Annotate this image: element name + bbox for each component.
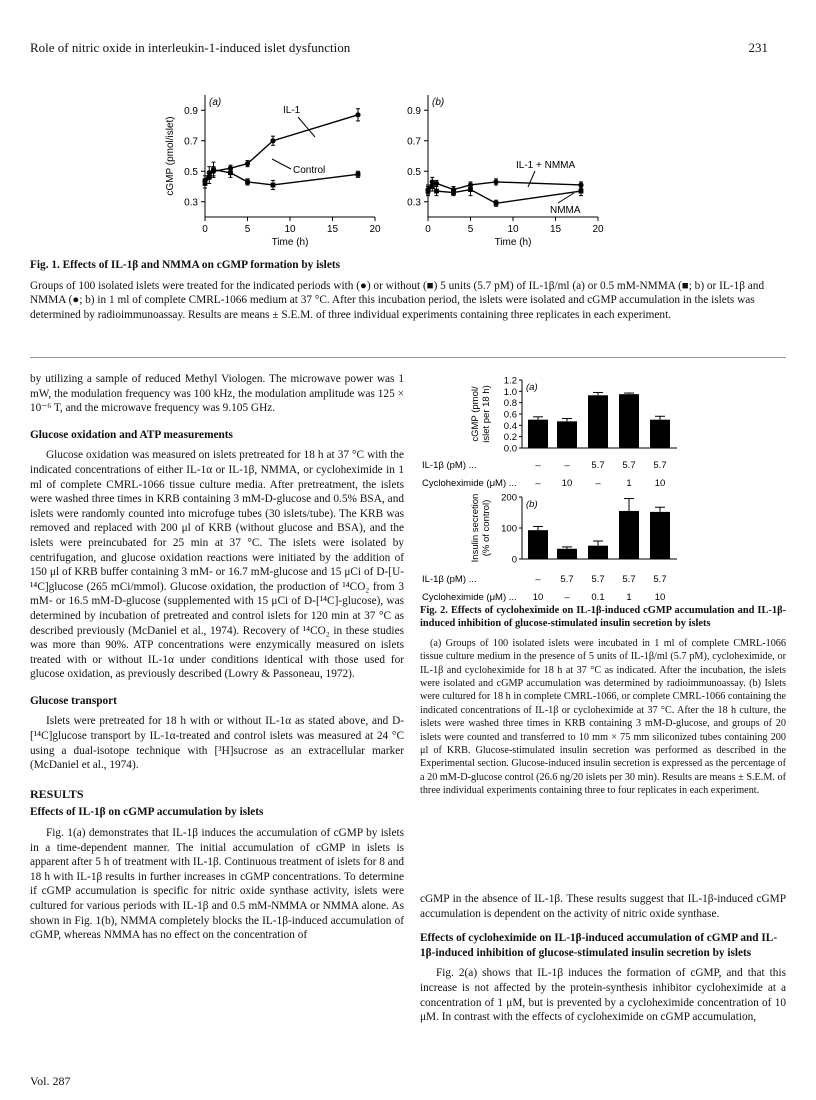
- cycloheximide-condition-value: 10: [561, 478, 573, 489]
- x-tick-label: 20: [369, 224, 381, 235]
- figure-1: [150, 85, 610, 255]
- data-point: [434, 181, 439, 186]
- y-tick-label: 200: [501, 492, 517, 504]
- x-tick-label: 5: [467, 224, 474, 235]
- section-heading: Effects of cycloheximide on IL-1β-induced accumulation of cGMP and IL-1β-induced inhibition of glucose-stimulated insulin secretion by islets: [420, 932, 778, 959]
- x-tick-label: 0: [425, 224, 431, 235]
- y-tick-label: 0.9: [407, 105, 421, 117]
- y-tick-label: 0.7: [407, 136, 421, 148]
- x-axis-label: Time (h): [271, 237, 309, 248]
- cycloheximide-condition-value: 1: [626, 478, 632, 489]
- panel-label: (a): [526, 382, 538, 393]
- y-tick-label: 0.6: [503, 409, 517, 421]
- y-tick-label: 0.5: [407, 166, 421, 178]
- series-line: [428, 182, 581, 190]
- paragraph: Fig. 2(a) shows that IL-1β induces the formation of cGMP, and that this increase is not affected by the protein-synthesis inhibitor cycloheximide at a concentration of 1 μM, but is prevented by a cycloheximide concentration of 10 μM. In contrast with the effects of cycloheximide on cGMP accumulation,: [420, 967, 786, 1024]
- cycloheximide-condition-label: Cycloheximide (μM) ...: [422, 478, 517, 489]
- cycloheximide-condition-label: Cycloheximide (μM) ...: [422, 592, 517, 603]
- series-annotation: Control: [293, 165, 326, 176]
- data-point: [451, 190, 456, 195]
- y-axis-label: Insulin secretion: [470, 493, 481, 563]
- data-point: [211, 167, 216, 172]
- x-axis-label: Time (h): [494, 237, 532, 248]
- annotation-arrow: [272, 159, 291, 169]
- section-heading: Effects of IL-1β on cGMP accumulation by islets: [30, 806, 264, 819]
- y-tick-label: 0.9: [184, 105, 198, 117]
- il1-condition-value: 5.7: [653, 460, 667, 471]
- figure-2-caption-block: [420, 604, 786, 798]
- cycloheximide-condition-value: –: [595, 478, 601, 489]
- panel-label: (a): [209, 97, 222, 108]
- bar: [650, 512, 670, 559]
- figure-2-title: Fig. 2. Effects of cycloheximide on IL-1β-induced cGMP accumulation and IL-1β-induced inhibition of glucose-stimulated insulin secretion by islets: [420, 605, 786, 630]
- il1-condition-value: 5.7: [622, 574, 636, 585]
- y-tick-label: 0: [511, 554, 517, 566]
- figure-2-panel-b: [422, 493, 677, 604]
- y-axis-label: cGMP (pmol/: [470, 386, 481, 442]
- paragraph: Fig. 1(a) demonstrates that IL-1β induces the accumulation of cGMP by islets in a time-dependent manner. The initial accumulation of cGMP in islets is apparent after 5 h of treatment with IL-1β. Continuous treatment of islets for 8 and 18 h with IL-1β results in further increases in cGMP concentrations. To determine if cGMP accumulation is specific for nitric oxide synthase activity, islets were cultured for various periods with IL-1β and 0.5 mM-NMMA or NMMA alone. As shown in Fig. 1(b), NMMA completely blocks the IL-1β-induced accumulation of cGMP, whereas NMMA has no effect on the concentration of: [30, 827, 404, 942]
- divider: [30, 357, 786, 358]
- bar: [588, 395, 608, 448]
- bar: [619, 394, 639, 448]
- volume-footer: Vol. 287: [30, 1074, 71, 1088]
- series-line: [205, 170, 358, 185]
- y-axis-label: (% of control): [481, 499, 492, 557]
- cycloheximide-condition-value: 10: [532, 592, 544, 603]
- y-tick-label: 0.3: [184, 197, 198, 209]
- y-tick-label: 0.0: [503, 443, 517, 455]
- x-tick-label: 15: [326, 224, 339, 235]
- figure-2-caption: (a) Groups of 100 isolated islets were incubated in 1 ml of complete CMRL-1066 tissue culture medium in the presence of 5 units of IL-1β/ml (5.7 pM), cycloheximide, or IL-1β and cycloheximide for 18 h at 37 °C as indicated. After the incubation, the islets were isolated and cGMP accumulation was determined by radioimmunoassay. (b) Islets were cultured for 18 h in complete CMRL-1066, or complete CMRL-1066 containing the indicated concentrations of IL-1β or cycloheximide at 37 °C. After the 18 h culture, the islets were washed three times in KRB containing 3 mM-D-glucose, and groups of 20 islets were counted and transferred to 10 mm × 75 mm siliconized tubes containing 200 μl of KRB. Glucose-stimulated insulin secretion was performed as described in the Experimental section. Glucose-induced insulin secretion is expressed as the percentage of a 20 mM-D-glucose control (26.6 ng/20 islets per 30 min). Results are means ± S.E.M. of three individual experiments containing three to four replicates in each experiment.: [420, 637, 786, 797]
- data-point: [426, 189, 431, 194]
- bar: [528, 420, 548, 448]
- il1-condition-value: –: [535, 574, 541, 585]
- right-column: [420, 892, 786, 1025]
- annotation-arrow: [298, 117, 315, 137]
- annotation-arrow: [528, 171, 535, 187]
- x-tick-label: 20: [592, 224, 604, 235]
- page-number: 231: [748, 40, 768, 55]
- panel-label: (b): [526, 499, 538, 510]
- il1-condition-label: IL-1β (pM) ...: [422, 574, 477, 585]
- data-point: [203, 181, 208, 186]
- data-point: [245, 161, 250, 166]
- series-annotation: NMMA: [550, 205, 581, 216]
- x-tick-label: 10: [284, 224, 296, 235]
- y-tick-label: 0.2: [503, 432, 517, 444]
- data-point: [356, 172, 361, 177]
- x-tick-label: 10: [507, 224, 519, 235]
- data-point: [271, 183, 276, 188]
- y-tick-label: 0.5: [184, 166, 198, 178]
- section-heading: Glucose oxidation and ATP measurements: [30, 428, 233, 441]
- figure-1-panel-b: [407, 95, 604, 248]
- y-tick-label: 0.3: [407, 197, 421, 209]
- data-point: [579, 189, 584, 194]
- data-point: [245, 180, 250, 185]
- il1-condition-label: IL-1β (pM) ...: [422, 460, 477, 471]
- y-tick-label: 0.4: [503, 420, 517, 432]
- x-tick-label: 5: [244, 224, 251, 235]
- figure-1-title: Fig. 1. Effects of IL-1β and NMMA on cGMP formation by islets: [30, 259, 340, 271]
- cycloheximide-condition-value: –: [564, 592, 570, 603]
- paragraph: Glucose oxidation was measured on islets pretreated for 18 h at 37 °C with the indicated concentrations of either IL-1α or IL-1β, NMMA, or cycloheximide in 1 ml of complete CMRL-1066 tissue culture media. After pretreatment, the islets were washed three times in KRB containing 3 mM-D-glucose and 0.5% BSA, and islets were randomly counted into microfuge tubes (30 islets/tube). The KRB was removed and replaced with 200 μl of KRB (without glucose and BSA), and the islets were preincubated for 25 min at 37 °C. The islets were isolated by centrifugation, and glucose oxidation reactions were initiated by the addition of 150 μl of KRB buffer containing 3 mM- or 16.7 mM-glucose and 15 μCi of D-[U-¹⁴C]glucose (265 mCi/mmol). Glucose oxidation, the production of ¹⁴CO₂ from 3 mM- or 16.5 mM-D-glucose (supplemented with 15 μCi of D-[¹⁴C]-glucose), was determined by incubation of pretreated and control islets for 120 min at 37 °C as described previously (McDaniel et al., 1974). Recovery of ¹⁴CO₂ in these studies was more than 90%. ATP concentrations were enzymically measured on islets treated with or without IL-1α under conditions identical with those used for glucose oxidation, as previously described (Lowry & Passoneau, 1972).: [30, 449, 404, 681]
- paragraph: cGMP in the absence of IL-1β. These results suggest that IL-1β-induced cGMP accumulation is dependent on the activity of nitric oxide synthase.: [420, 893, 786, 920]
- bar: [650, 420, 670, 448]
- il1-condition-value: 5.7: [560, 574, 574, 585]
- il1-condition-value: 5.7: [653, 574, 667, 585]
- figure-2-panel-a: [422, 376, 677, 490]
- data-point: [228, 170, 233, 175]
- series-annotation: IL-1 + NMMA: [516, 160, 576, 171]
- series-line: [205, 115, 358, 181]
- cycloheximide-condition-value: 1: [626, 592, 632, 603]
- cycloheximide-condition-value: 10: [654, 592, 666, 603]
- cycloheximide-condition-value: 0.1: [591, 592, 605, 603]
- cycloheximide-condition-value: –: [535, 478, 541, 489]
- left-column: [30, 372, 404, 943]
- bar: [528, 530, 548, 559]
- paragraph: Islets were pretreated for 18 h with or without IL-1α as stated above, and D-[¹⁴C]glucose transport by IL-1α-treated and control islets was measured at 24 °C using a dual-isotope technique with [³H]sucrose as an extracellular marker (McDaniel et al., 1974).: [30, 715, 404, 772]
- x-tick-label: 0: [202, 224, 208, 235]
- bar: [557, 549, 577, 559]
- data-point: [270, 138, 275, 143]
- data-point: [434, 189, 439, 194]
- figure-1-caption-block: [30, 258, 786, 322]
- data-point: [494, 201, 499, 206]
- y-tick-label: 0.7: [184, 136, 198, 148]
- y-tick-label: 1.2: [503, 375, 517, 387]
- data-point: [468, 187, 473, 192]
- il1-condition-value: 5.7: [591, 574, 605, 585]
- figure-1-caption: Groups of 100 isolated islets were treated for the indicated periods with (●) or without (■) 5 units (5.7 pM) of IL-1β/ml (a) or 0.5 mM-NMMA (■; b) or IL-1β and NMMA (●; b) in 1 ml of complete CMRL-1066 medium at 37 °C. After this incubation period, the islets were isolated and cGMP accumulation in the islets was determined by radioimmunoassay. Results are means ± S.E.M. of three individual experiments containing three replicates in each experiment.: [30, 279, 765, 321]
- il1-condition-value: –: [564, 460, 570, 471]
- data-point: [493, 179, 498, 184]
- section-heading: Glucose transport: [30, 694, 117, 707]
- y-axis-label: cGMP (pmol/islet): [165, 116, 176, 196]
- bar: [588, 546, 608, 559]
- y-tick-label: 1.0: [503, 386, 517, 398]
- data-point: [430, 184, 435, 189]
- figure-2: [422, 372, 786, 604]
- data-point: [355, 112, 360, 117]
- y-tick-label: 0.8: [503, 398, 517, 410]
- bar: [557, 421, 577, 448]
- figure-1-panel-a: [165, 95, 381, 248]
- bar: [619, 511, 639, 559]
- il1-condition-value: 5.7: [622, 460, 636, 471]
- running-title: Role of nitric oxide in interleukin-1-induced islet dysfunction: [30, 40, 351, 55]
- results-heading: RESULTS: [30, 786, 84, 801]
- il1-condition-value: 5.7: [591, 460, 605, 471]
- cycloheximide-condition-value: 10: [654, 478, 666, 489]
- x-tick-label: 15: [549, 224, 562, 235]
- panel-label: (b): [432, 97, 445, 108]
- y-axis-label: islet per 18 h): [481, 385, 492, 443]
- il1-condition-value: –: [535, 460, 541, 471]
- paragraph: by utilizing a sample of reduced Methyl Viologen. The microwave power was 1 mW, the modulation frequency was 100 kHz, the modulation amplitude was 125 × 10⁻⁶ T, and the microwave frequency was 9.105 GHz.: [30, 373, 404, 415]
- data-point: [207, 175, 212, 180]
- series-annotation: IL-1: [283, 105, 301, 116]
- y-tick-label: 100: [501, 523, 517, 535]
